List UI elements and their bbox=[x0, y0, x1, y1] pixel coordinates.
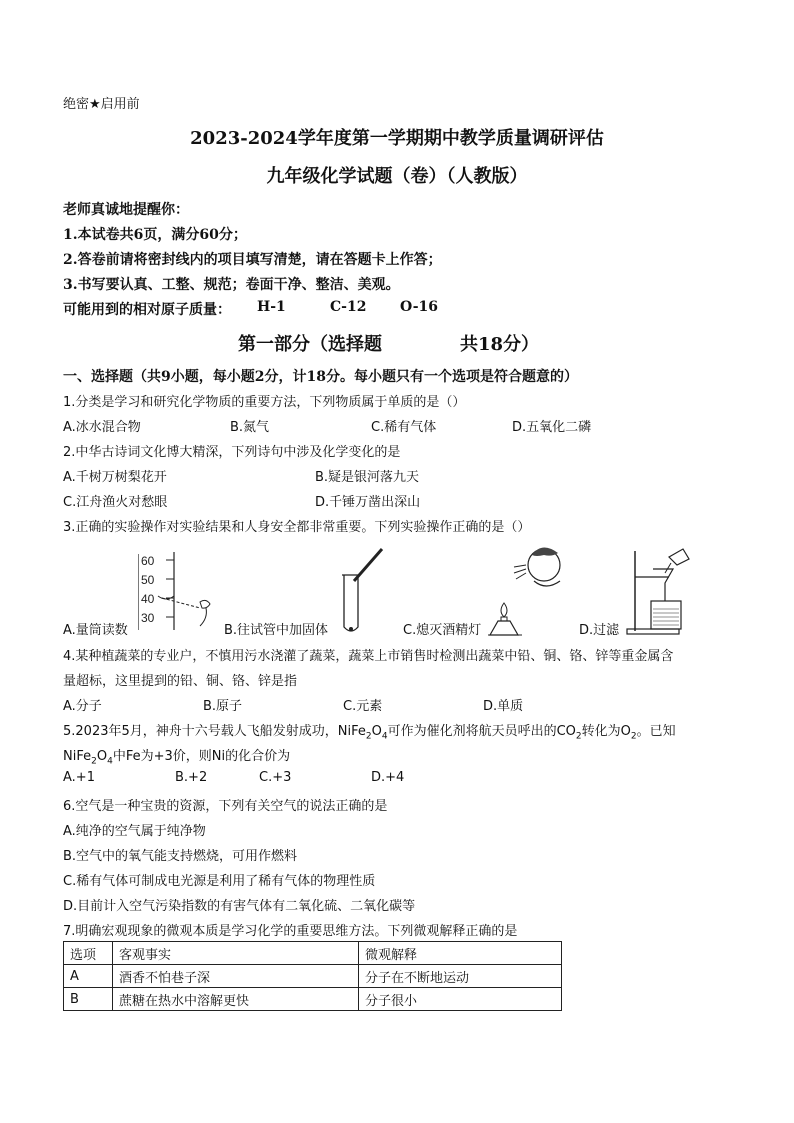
q5-option-d: D.+4 bbox=[371, 770, 405, 785]
table-header: 微观解释 bbox=[359, 942, 562, 965]
q1-option-b: B.氮气 bbox=[230, 420, 270, 435]
q1-option-d: D.五氧化二磷 bbox=[512, 420, 592, 435]
note-item: 2.答卷前请将密封线内的项目填写清楚，请在答题卡上作答； bbox=[63, 252, 442, 268]
q3-option-b: B.往试管中加固体 bbox=[224, 623, 329, 638]
test-tube-figure bbox=[340, 545, 390, 637]
question-6-stem: 6.空气是一种宝贵的资源，下列有关空气的说法正确的是 bbox=[63, 799, 388, 814]
graduated-cylinder-figure bbox=[138, 550, 228, 632]
atomic-mass-o: O-16 bbox=[400, 299, 439, 315]
q5-option-c: C.+3 bbox=[259, 770, 292, 785]
notes-heading: 老师真诚地提醒你： bbox=[63, 202, 189, 218]
part1-score: 共18分） bbox=[460, 334, 540, 355]
tick-label-60: 60 bbox=[141, 554, 155, 568]
alcohol-lamp-figure bbox=[488, 543, 568, 637]
table-cell: 蔗糖在热水中溶解更快 bbox=[113, 988, 359, 1011]
question-7-stem: 7.明确宏观现象的微观本质是学习化学的重要思维方法。下列微观解释正确的是 bbox=[63, 924, 518, 939]
q2-option-a: A.千树万树梨花开 bbox=[63, 470, 167, 485]
q3-option-a: A.量筒读数 bbox=[63, 623, 128, 638]
q6-option-d: D.目前计入空气污染指数的有害气体有二氧化硫、二氧化碳等 bbox=[63, 899, 416, 914]
table-cell: 酒香不怕巷子深 bbox=[113, 965, 359, 988]
filtration-figure bbox=[625, 543, 695, 637]
exam-title: 2023-2024学年度第一学期期中教学质量调研评估 bbox=[190, 128, 604, 149]
table-cell: 分子在不断地运动 bbox=[359, 965, 562, 988]
table-row bbox=[64, 965, 562, 988]
table-cell: B bbox=[64, 988, 113, 1011]
atomic-mass-label: 可能用到的相对原子质量： bbox=[63, 302, 231, 318]
q6-option-b: B.空气中的氧气能支持燃烧，可用作燃料 bbox=[63, 849, 298, 864]
table-cell: A bbox=[64, 965, 113, 988]
q4-option-c: C.元素 bbox=[343, 699, 383, 714]
table-header-row bbox=[64, 942, 562, 965]
q4-option-a: A.分子 bbox=[63, 699, 102, 714]
exam-subtitle: 九年级化学试题（卷）（人教版） bbox=[266, 166, 528, 187]
question-3-stem: 3.正确的实验操作对实验结果和人身安全都非常重要。下列实验操作正确的是（） bbox=[63, 520, 531, 535]
question-5-stem-cont: $NiFe_2O_4$中Fe为+3价，则Ni的化合价为 bbox=[63, 749, 291, 767]
q2-option-d: D.千锤万凿出深山 bbox=[315, 495, 421, 510]
question-2-stem: 2.中华古诗词文化博大精深，下列诗句中涉及化学变化的是 bbox=[63, 445, 401, 460]
tick-label-50: 50 bbox=[141, 573, 155, 587]
q4-option-d: D.单质 bbox=[483, 699, 524, 714]
q6-option-a: A.纯净的空气属于纯净物 bbox=[63, 824, 206, 839]
table-header: 客观事实 bbox=[113, 942, 359, 965]
q1-option-c: C.稀有气体 bbox=[371, 420, 437, 435]
section-heading: 一、选择题（共9小题，每小题2分，计18分。每小题只有一个选项是符合题意的） bbox=[63, 369, 578, 385]
q1-option-a: A.冰水混合物 bbox=[63, 420, 141, 435]
table-row bbox=[64, 988, 562, 1011]
part1-title: 第一部分（选择题 bbox=[238, 334, 382, 355]
q4-option-b: B.原子 bbox=[203, 699, 243, 714]
question-1-stem: 1.分类是学习和研究化学物质的重要方法，下列物质属于单质的是（） bbox=[63, 395, 466, 410]
q5-option-a: A.+1 bbox=[63, 770, 95, 785]
q2-option-c: C.江舟渔火对愁眼 bbox=[63, 495, 168, 510]
question-4-stem-cont: 量超标，这里提到的铅、铜、铬、锌是指 bbox=[63, 674, 298, 689]
question-4-stem: 4.某种植蔬菜的专业户，不慎用污水浇灌了蔬菜，蔬菜上市销售时检测出蔬菜中铅、铜、铬、锌等重金属含 bbox=[63, 649, 674, 664]
tick-label-40: 40 bbox=[141, 592, 155, 606]
atomic-mass-c: C-12 bbox=[330, 299, 367, 315]
secret-label: 绝密★启用前 bbox=[63, 97, 140, 112]
atomic-mass-h: H-1 bbox=[257, 299, 286, 315]
question-5-stem: 5.2023年5月，神舟十六号载人飞船发射成功，$NiFe_2O_4$可作为催化剂将航天员呼出的$CO_2$转化为$O_2$。已知 bbox=[63, 724, 676, 742]
q2-option-b: B.疑是银河落九天 bbox=[315, 470, 420, 485]
note-item: 3.书写要认真、工整、规范；卷面干净、整洁、美观。 bbox=[63, 277, 400, 293]
table-cell: 分子很小 bbox=[359, 988, 562, 1011]
note-item: 1.本试卷共6页，满分60分； bbox=[63, 227, 247, 243]
q3-option-c: C.熄灭酒精灯 bbox=[403, 623, 482, 638]
tick-label-30: 30 bbox=[141, 611, 155, 625]
q5-option-b: B.+2 bbox=[175, 770, 208, 785]
q3-option-d: D.过滤 bbox=[579, 623, 620, 638]
table-header: 选项 bbox=[64, 942, 113, 965]
q6-option-c: C.稀有气体可制成电光源是利用了稀有气体的物理性质 bbox=[63, 874, 376, 889]
q7-table bbox=[63, 941, 562, 1011]
